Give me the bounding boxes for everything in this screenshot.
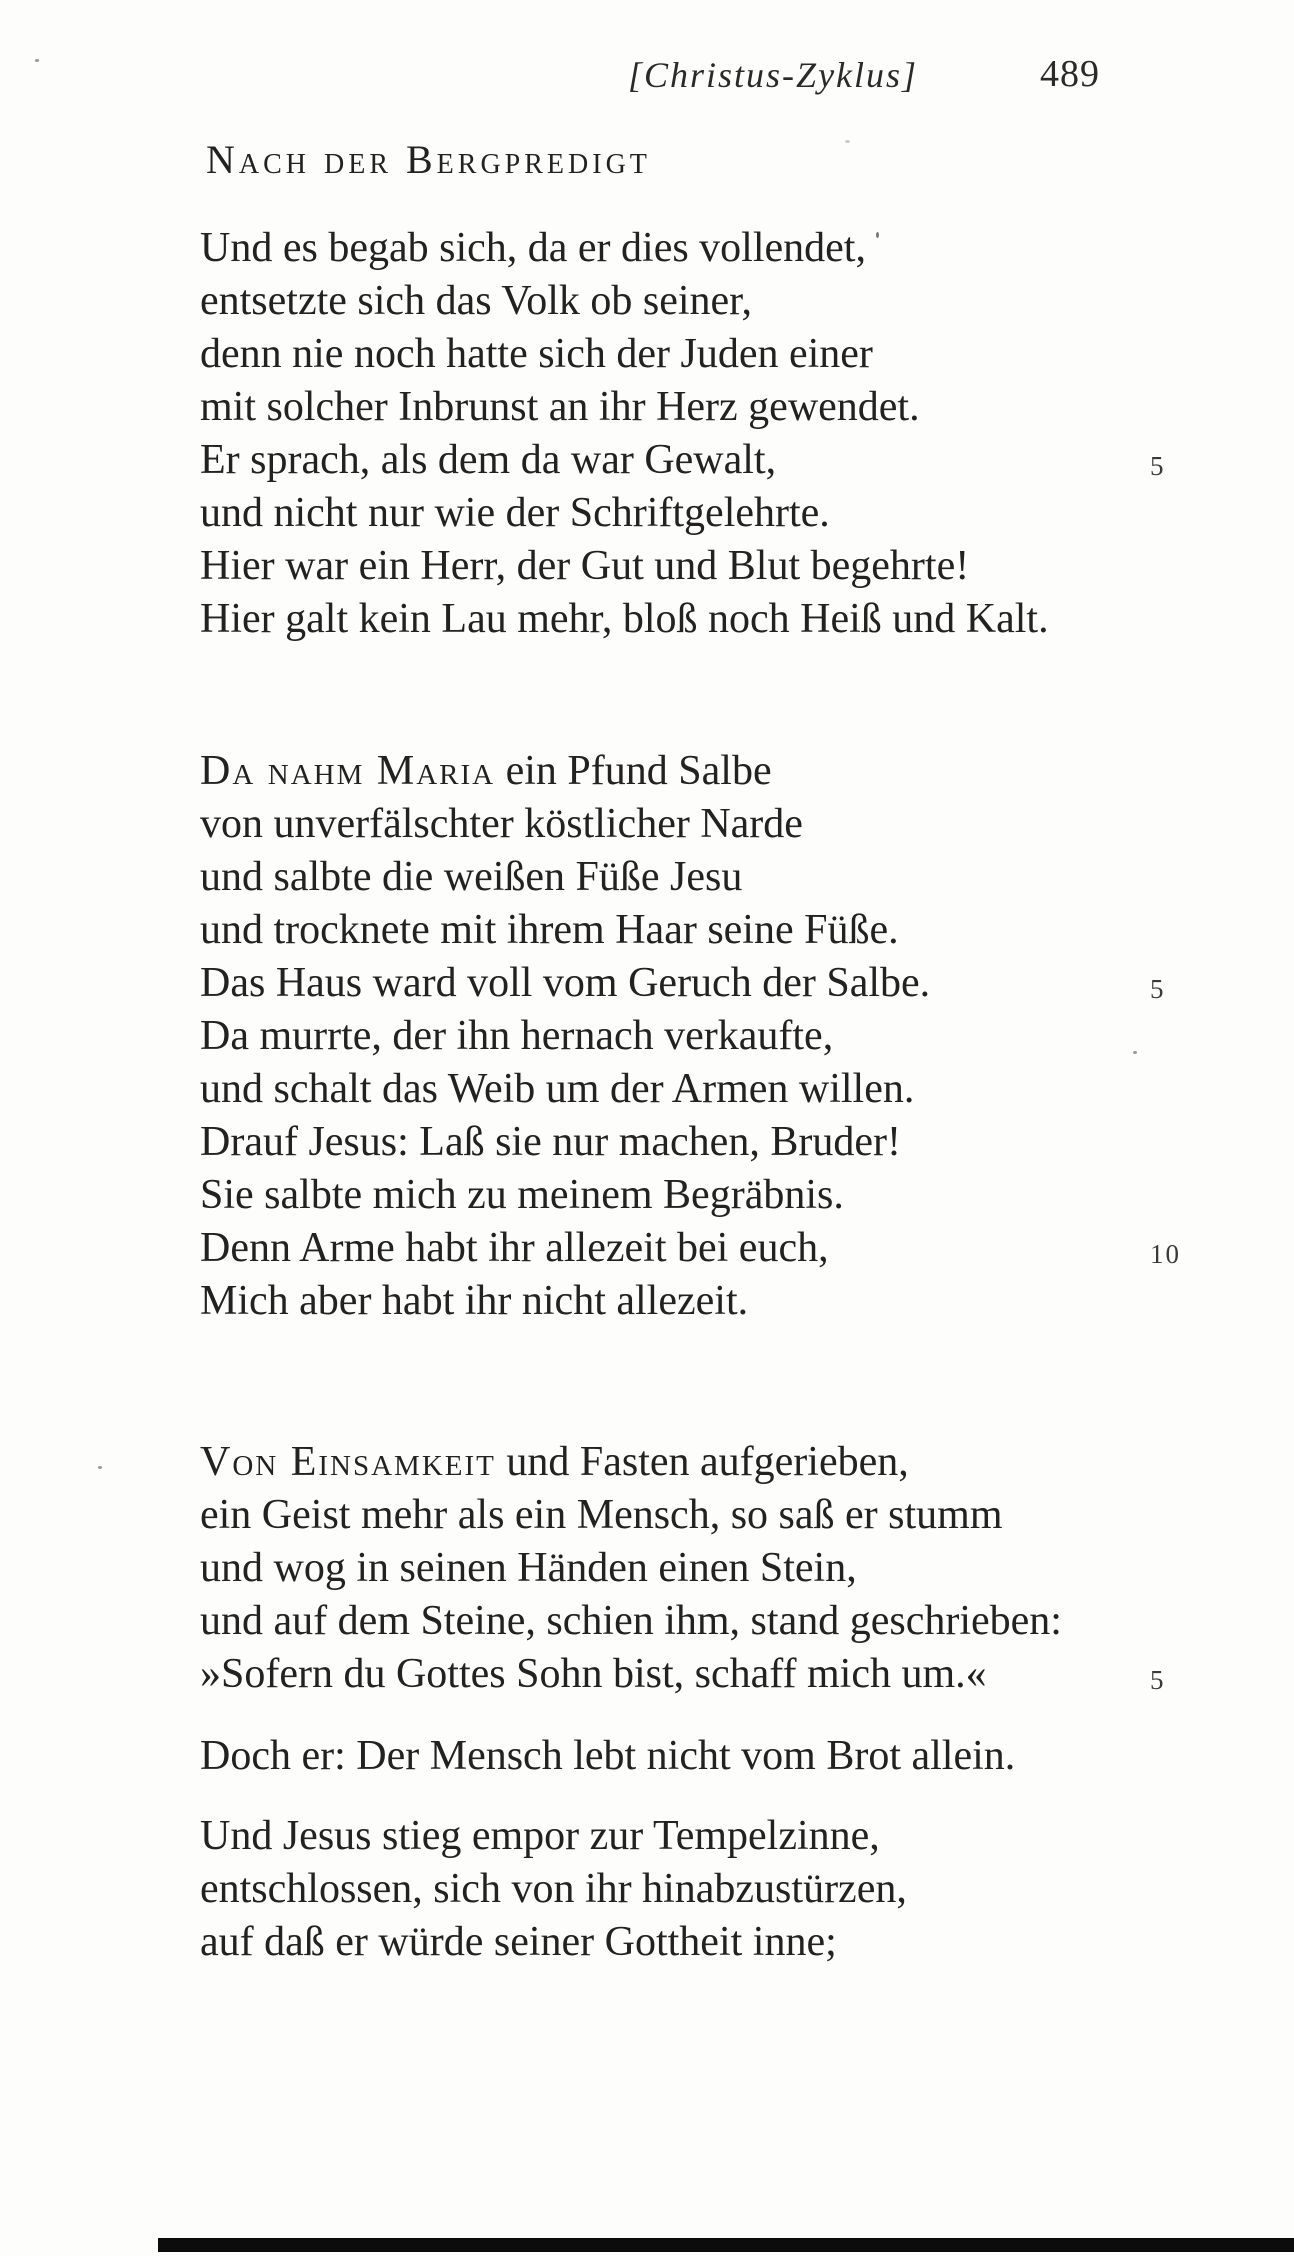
scan-edge-bar	[158, 2238, 1294, 2252]
poem-line: von unverfälschter köstlicher Narde	[200, 801, 803, 847]
poem-line: auf daß er würde seiner Gottheit inne;	[200, 1919, 837, 1965]
poem-line: entschlossen, sich von ihr hinabzustürzen,	[200, 1866, 907, 1912]
scan-speck	[1133, 1051, 1137, 1054]
poem-da-nahm-maria	[200, 745, 1270, 1328]
small-caps-lead: Da nahm Maria	[200, 748, 496, 794]
poem-line: und salbte die weißen Füße Jesu	[200, 854, 743, 900]
poem-line: Hier war ein Herr, der Gut und Blut begehrte!	[200, 543, 970, 589]
scan-speck	[845, 140, 850, 143]
poem-von-einsamkeit	[200, 1436, 1270, 1969]
poem-line: »Sofern du Gottes Sohn bist, schaff mich um.« 5	[200, 1648, 1270, 1701]
poem-line: Von Einsamkeit und Fasten aufgerieben,	[200, 1439, 909, 1485]
poem-line: denn nie noch hatte sich der Juden einer	[200, 331, 873, 377]
poem-line: entsetzte sich das Volk ob seiner,	[200, 278, 752, 324]
poem-line: Da nahm Maria ein Pfund Salbe	[200, 748, 772, 794]
poem-line: und auf dem Steine, schien ihm, stand geschrieben:	[200, 1598, 1062, 1644]
poem-line: und wog in seinen Händen einen Stein,	[200, 1545, 857, 1591]
scan-speck	[98, 1466, 102, 1469]
verse-line-number: 5	[1150, 451, 1166, 481]
poem-line: Mich aber habt ihr nicht allezeit.	[200, 1278, 749, 1324]
running-head	[0, 54, 1294, 104]
poem-line: Sie salbte mich zu meinem Begräbnis.	[200, 1172, 844, 1218]
poem-heading: Nach der Bergpredigt	[206, 137, 651, 182]
poem-line: und trocknete mit ihrem Haar seine Füße.	[200, 907, 899, 953]
running-head-title: [Christus-Zyklus]	[628, 55, 919, 95]
scan-speck	[876, 232, 879, 238]
poem-line: Drauf Jesus: Laß sie nur machen, Bruder!	[200, 1119, 901, 1165]
poem-line: Da murrte, der ihn hernach verkaufte,	[200, 1013, 834, 1059]
poem-line: Hier galt kein Lau mehr, bloß noch Heiß und Kalt.	[200, 596, 1049, 642]
poem-line: Und es begab sich, da er dies vollendet,	[200, 225, 866, 271]
poem-nach-der-bergpredigt	[200, 222, 1270, 646]
poem-line: Doch er: Der Mensch lebt nicht vom Brot allein.	[200, 1733, 1016, 1779]
poem-line: und schalt das Weib um der Armen willen.	[200, 1066, 915, 1112]
scan-speck	[35, 59, 39, 62]
poem-line: ein Geist mehr als ein Mensch, so saß er stumm	[200, 1492, 1003, 1538]
verse-line-number: 10	[1150, 1239, 1181, 1269]
page-number: 489	[1040, 53, 1100, 95]
poem-line: mit solcher Inbrunst an ihr Herz gewendet.	[200, 384, 920, 430]
small-caps-lead: Von Einsamkeit	[200, 1439, 496, 1485]
verse-line-number: 5	[1150, 1665, 1166, 1695]
poem-line: Er sprach, als dem da war Gewalt, 5	[200, 434, 1270, 487]
poem-line: Das Haus ward voll vom Geruch der Salbe. 5	[200, 957, 1270, 1010]
poem-line: und nicht nur wie der Schriftgelehrte.	[200, 490, 830, 536]
poem-line: Denn Arme habt ihr allezeit bei euch, 10	[200, 1222, 1270, 1275]
poem-line: Und Jesus stieg empor zur Tempelzinne,	[200, 1813, 880, 1859]
verse-line-number: 5	[1150, 974, 1166, 1004]
